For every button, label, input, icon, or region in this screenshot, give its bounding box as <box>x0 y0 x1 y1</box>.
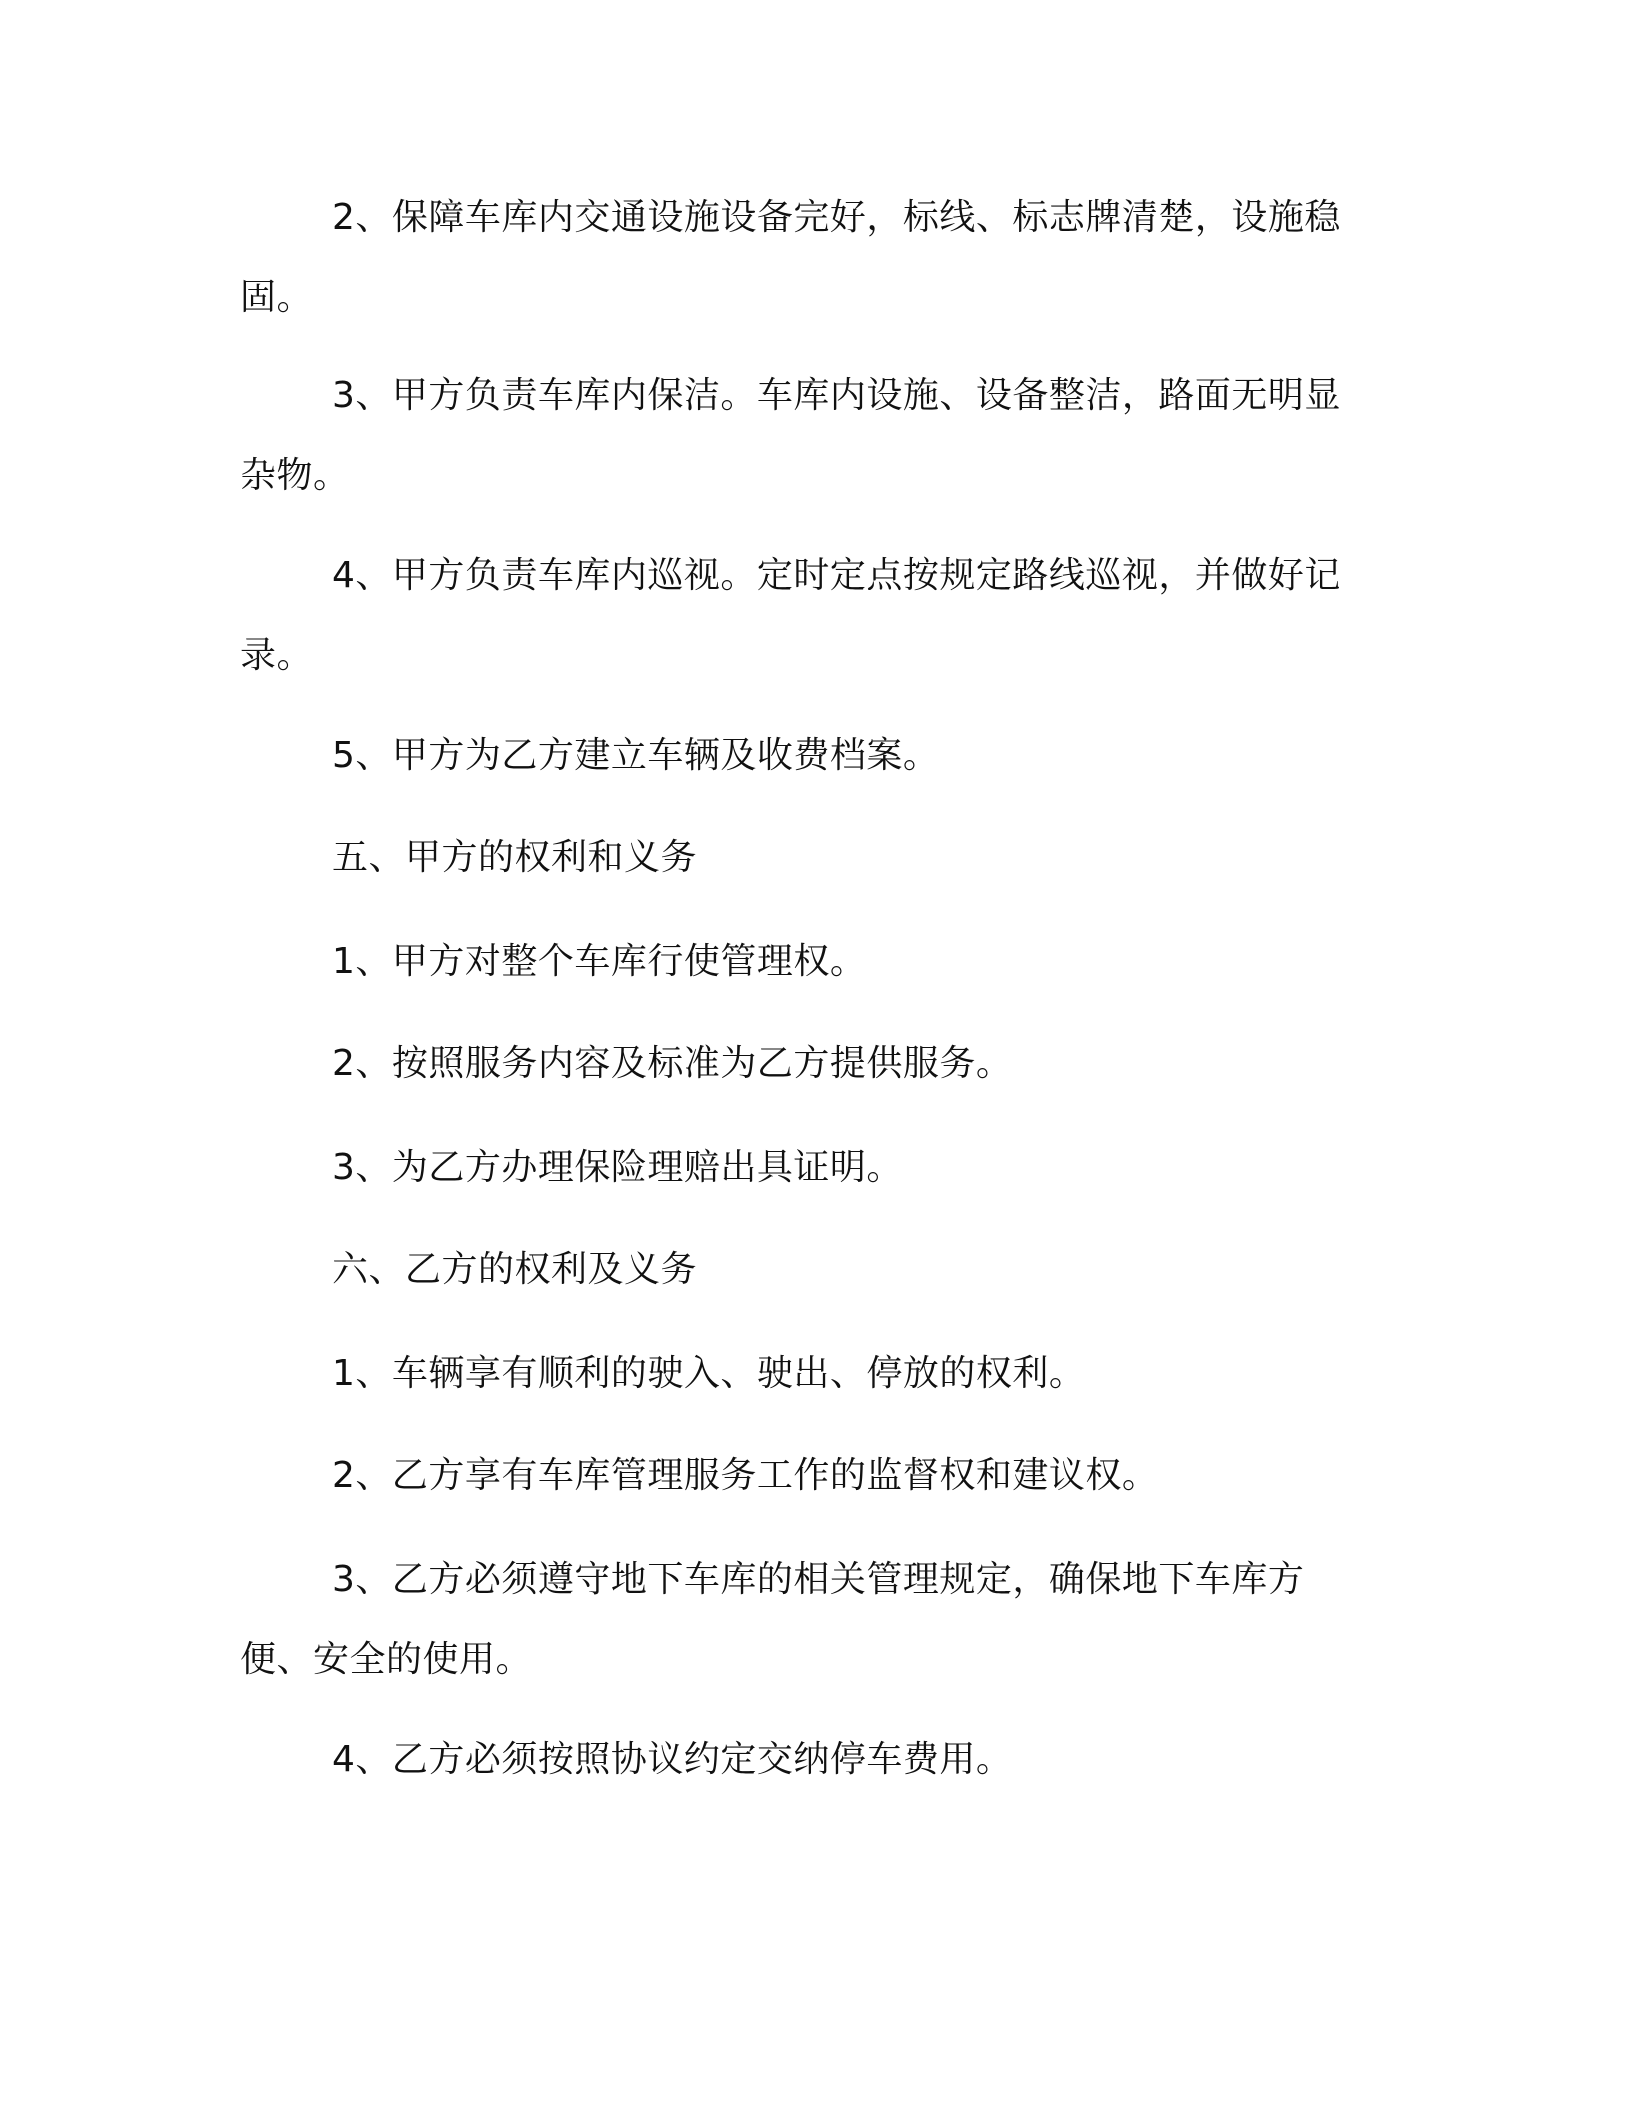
paragraph-party-a-right-1: 1、甲方对整个车库行使管理权。 <box>332 941 867 982</box>
paragraph-item-4-patrol: 4、甲方负责车库内巡视。定时定点按规定路线巡视，并做好记录。 <box>240 555 1341 676</box>
paragraph-party-b-right-3: 3、乙方必须遵守地下车库的相关管理规定，确保地下车库方便、安全的使用。 <box>240 1559 1305 1680</box>
paragraph-party-a-right-2: 2、按照服务内容及标准为乙方提供服务。 <box>332 1043 1013 1084</box>
section-heading-party-a-rights: 五、甲方的权利和义务 <box>332 837 698 878</box>
paragraph-party-b-right-1: 1、车辆享有顺利的驶入、驶出、停放的权利。 <box>332 1353 1086 1394</box>
paragraph-item-3-cleaning: 3、甲方负责车库内保洁。车库内设施、设备整洁，路面无明显杂物。 <box>240 375 1341 496</box>
paragraph-party-b-right-4: 4、乙方必须按照协议约定交纳停车费用。 <box>332 1739 1013 1780</box>
paragraph-party-b-right-2: 2、乙方享有车库管理服务工作的监督权和建议权。 <box>332 1455 1159 1496</box>
paragraph-party-a-right-3: 3、为乙方办理保险理赔出具证明。 <box>332 1147 903 1188</box>
paragraph-item-5-records: 5、甲方为乙方建立车辆及收费档案。 <box>332 735 940 776</box>
section-heading-party-b-rights: 六、乙方的权利及义务 <box>332 1249 698 1290</box>
paragraph-item-2-traffic-facilities: 2、保障车库内交通设施设备完好，标线、标志牌清楚，设施稳固。 <box>240 197 1341 318</box>
